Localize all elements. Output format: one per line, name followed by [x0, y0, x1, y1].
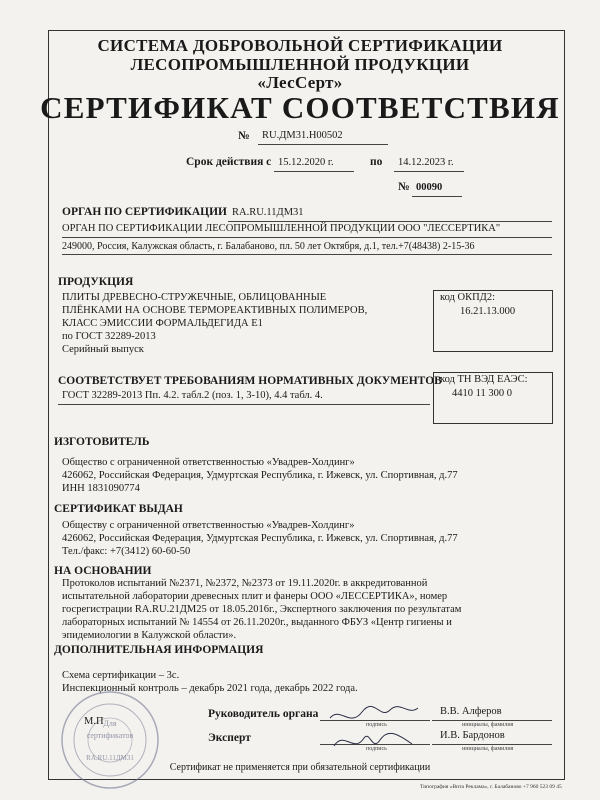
system-title-line2: ЛЕСОПРОМЫШЛЕННОЙ ПРОДУКЦИИ — [130, 55, 470, 74]
issued-line-3: Тел./факс: +7(3412) 60-60-50 — [62, 546, 191, 557]
expert-name: И.В. Бардонов — [440, 730, 505, 741]
organ-label: ОРГАН ПО СЕРТИФИКАЦИИ — [62, 206, 227, 218]
head-name-caption: инициалы, фамилия — [462, 722, 514, 728]
product-line-1: ПЛИТЫ ДРЕВЕСНО-СТРУЖЕЧНЫЕ, ОБЛИЦОВАННЫЕ — [62, 292, 327, 303]
product-line-2: ПЛЁНКАМИ НА ОСНОВЕ ТЕРМОРЕАКТИВНЫХ ПОЛИМЕРОВ, — [62, 305, 368, 316]
head-signature-label: Руководитель органа — [208, 708, 319, 720]
system-title-line1: СИСТЕМА ДОБРОВОЛЬНОЙ СЕРТИФИКАЦИИ — [97, 36, 503, 55]
conformity-label: СООТВЕТСТВУЕТ ТРЕБОВАНИЯМ НОРМАТИВНЫХ ДОКУМЕНТОВ — [58, 375, 442, 387]
system-title-line3: «ЛесСерт» — [257, 73, 343, 92]
stamp-text-mid: сертификатов — [86, 731, 134, 740]
manufacturer-label: ИЗГОТОВИТЕЛЬ — [54, 436, 150, 448]
conformity-text: ГОСТ 32289-2013 Пп. 4.2. табл.2 (поз. 1, 3-10), 4.4 табл. 4. — [62, 390, 323, 401]
product-line-5: Серийный выпуск — [62, 344, 144, 355]
manufacturer-line-2: 426062, Российская Федерация, Удмуртская Республика, г. Ижевск, ул. Спортивная, д.77 — [62, 470, 458, 481]
basis-label: НА ОСНОВАНИИ — [54, 565, 152, 577]
manufacturer-line-1: Общество с ограниченной ответственностью «Увадрев-Холдинг» — [62, 457, 355, 468]
manufacturer-line-3: ИНН 1831090774 — [62, 483, 140, 494]
basis-line-4: лабораторных испытаний № 14554 от 26.11.2020г., выданного ФБУЗ «Центр гигиены и — [62, 617, 452, 628]
product-line-4: по ГОСТ 32289-2013 — [62, 331, 156, 342]
validity-to-label: по — [370, 156, 383, 168]
certificate-title: СЕРТИФИКАТ СООТВЕТСТВИЯ — [40, 90, 560, 125]
basis-line-5: эпидемиологии в Калужской области». — [62, 630, 237, 641]
expert-sign-caption: подпись — [366, 746, 387, 752]
okpd-value: 16.21.13.000 — [460, 306, 516, 317]
okpd-label: код ОКПД2: — [440, 292, 495, 303]
head-sign-caption: подпись — [366, 722, 387, 728]
organ-name: ОРГАН ПО СЕРТИФИКАЦИИ ЛЕСОПРОМЫШЛЕННОЙ ПРОДУКЦИИ ООО "ЛЕССЕРТИКА" — [62, 223, 501, 234]
validity-label: Срок действия с — [186, 156, 272, 168]
organ-code: RA.RU.11ДМ31 — [232, 207, 304, 218]
issued-label: СЕРТИФИКАТ ВЫДАН — [54, 503, 183, 515]
validity-from: 15.12.2020 г. — [278, 157, 334, 168]
stamp-code: RA.RU.11ДМ31 — [86, 754, 134, 762]
stamp-place-mark: М.П — [84, 716, 104, 727]
additional-line-1: Схема сертификации – 3с. — [62, 670, 180, 681]
expert-signature-label: Эксперт — [208, 732, 251, 744]
serial-label: № — [398, 181, 410, 193]
validity-to: 14.12.2023 г. — [398, 157, 454, 168]
issued-line-1: Обществу с ограниченной ответственностью «Увадрев-Холдинг» — [62, 520, 355, 531]
additional-label: ДОПОЛНИТЕЛЬНАЯ ИНФОРМАЦИЯ — [54, 644, 264, 656]
additional-line-2: Инспекционный контроль – декабрь 2021 года, декабрь 2022 года. — [62, 683, 358, 694]
serial-number: 00090 — [416, 182, 443, 193]
handwritten-signatures — [320, 700, 430, 760]
number-label: № — [238, 130, 250, 142]
tnved-label: код ТН ВЭД ЕАЭС: — [440, 374, 528, 385]
issued-line-2: 426062, Российская Федерация, Удмуртская Республика, г. Ижевск, ул. Спортивная, д.77 — [62, 533, 458, 544]
stamp-text-top: Для — [103, 719, 117, 728]
expert-name-caption: инициалы, фамилия — [462, 746, 514, 752]
basis-line-1: Протоколов испытаний №2371, №2372, №2373 от 19.11.2020г. в аккредитованной — [62, 578, 428, 589]
certificate-number: RU.ДМ31.H00502 — [262, 130, 343, 141]
printer-note: Типография «Вита Реклама», г. Балабаново +7 960 523 09 45 — [420, 784, 562, 790]
organ-stamp-seal — [58, 688, 162, 792]
tnved-value: 4410 11 300 0 — [452, 388, 512, 399]
product-label: ПРОДУКЦИЯ — [58, 276, 134, 288]
footer-note: Сертификат не применяется при обязательной сертификации — [169, 762, 431, 773]
basis-line-2: испытательной лаборатории древесных плит и фанеры ООО «ЛЕССЕРТИКА», номер — [62, 591, 448, 602]
basis-line-3: госрегистрации RA.RU.21ДМ25 от 18.05.2016г., Экспертного заключения по результатам — [62, 604, 462, 615]
organ-address: 249000, Россия, Калужская область, г. Балабаново, пл. 50 лет Октября, д.1, тел.+7(48438) 2-15-36 — [62, 241, 475, 252]
product-line-3: КЛАСС ЭМИССИИ ФОРМАЛЬДЕГИДА Е1 — [62, 318, 263, 329]
head-name: В.В. Алферов — [440, 706, 502, 717]
